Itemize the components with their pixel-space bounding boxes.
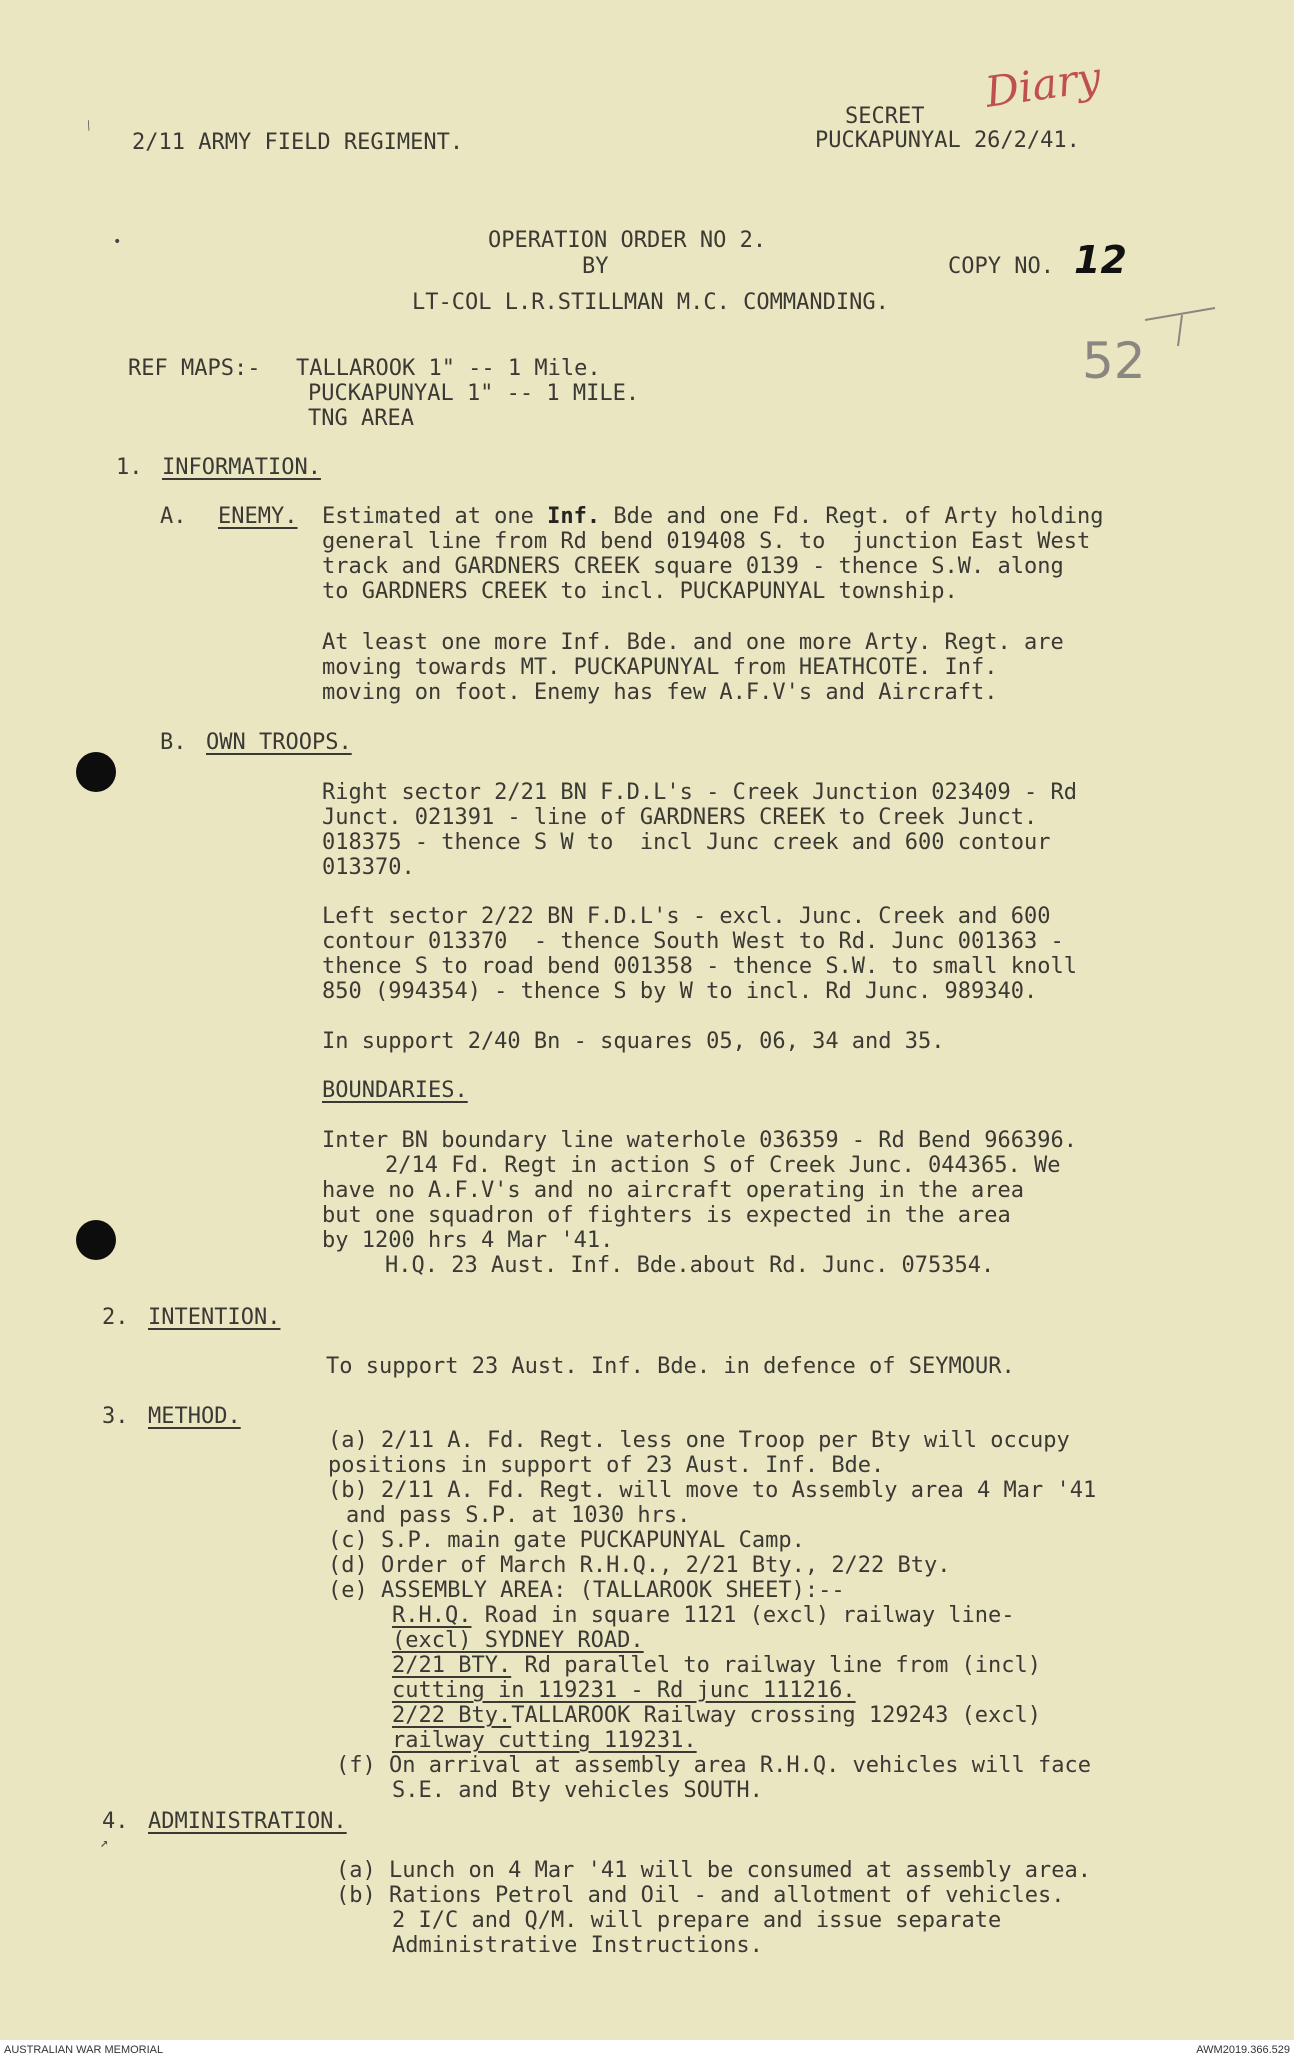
order-by: BY [582,254,609,279]
method-f-line-2: S.E. and Bty vehicles SOUTH. [392,1778,763,1803]
left-sector-line-3: thence S to road bend 001358 - thence S.W. to small knoll [322,954,1077,979]
method-a-line-1: (a) 2/11 A. Fd. Regt. less one Troop per Bty will occupy [328,1428,1070,1453]
section-2-title: INTENTION. [148,1305,281,1330]
pencil-folio-number: 52 [1082,332,1146,390]
right-sector-line-3: 018375 - thence S W to incl Junc creek and 600 contour [322,830,1051,855]
margin-dot-mark: • [113,234,122,250]
place-date: PUCKAPUNYAL 26/2/41. [815,128,1080,153]
method-b-line-2: and pass S.P. at 1030 hrs. [346,1503,691,1528]
classification: SECRET [845,104,925,129]
enemy-para2-line-2: moving towards MT. PUCKAPUNYAL from HEATHCOTE. Inf. [322,655,998,680]
rhq-assembly-line-1: R.H.Q. Road in square 1121 (excl) railway line- [392,1603,1015,1628]
left-sector-line-1: Left sector 2/22 BN F.D.L's - excl. Junc. Creek and 600 [322,904,1051,929]
method-d-line: (d) Order of March R.H.Q., 2/21 Bty., 2/22 Bty. [328,1553,951,1578]
pencil-mark [1140,300,1220,350]
punch-hole-top [76,752,116,792]
method-a-line-2: positions in support of 23 Aust. Inf. Bde. [328,1453,885,1478]
section-3-title: METHOD. [148,1404,241,1429]
enemy-line-3: track and GARDNERS CREEK square 0139 - thence S.W. along [322,554,1064,579]
section-1-title: INFORMATION. [162,455,321,480]
support-line: In support 2/40 Bn - squares 05, 06, 34 and 35. [322,1029,945,1054]
subsection-b-label: B. [160,730,187,755]
right-sector-line-4: 013370. [322,855,415,880]
intention-text: To support 23 Aust. Inf. Bde. in defence of SEYMOUR. [326,1354,1015,1379]
punch-hole-bottom [76,1220,116,1260]
boundaries-line-6: H.Q. 23 Aust. Inf. Bde.about Rd. Junc. 075354. [385,1253,995,1278]
left-sector-line-2: contour 013370 - thence South West to Rd. Junc 001363 - [322,929,1064,954]
left-sector-line-4: 850 (994354) - thence S by W to incl. Rd Junc. 989340. [322,979,1038,1004]
admin-b-line-3: Administrative Instructions. [392,1933,763,1958]
copy-number: 12 [1074,238,1127,282]
margin-arrow-mark: ↗ [100,1835,109,1851]
subsection-a-label: A. [160,504,187,529]
section-2-number: 2. [102,1305,129,1330]
rhq-assembly-line-2: (excl) SYDNEY ROAD. [392,1628,644,1653]
method-b-line-1: (b) 2/11 A. Fd. Regt. will move to Assembly area 4 Mar '41 [328,1478,1097,1503]
bty21-assembly-line-1: 2/21 BTY. Rd parallel to railway line from (incl) [392,1653,1042,1678]
admin-b-line-2: 2 I/C and Q/M. will prepare and issue separate [392,1908,1002,1933]
right-sector-line-1: Right sector 2/21 BN F.D.L's - Creek Junction 023409 - Rd [322,780,1077,805]
section-4-number: 4. [102,1809,129,1834]
method-f-line-1: (f) On arrival at assembly area R.H.Q. vehicles will face [336,1753,1091,1778]
enemy-line-4: to GARDNERS CREEK to incl. PUCKAPUNYAL township. [322,579,958,604]
ref-map-line-1: TALLAROOK 1" -- 1 Mile. [296,356,601,381]
enemy-heading: ENEMY. [218,504,298,529]
boundaries-line-3: have no A.F.V's and no aircraft operating in the area [322,1178,1024,1203]
boundaries-line-4: but one squadron of fighters is expected in the area [322,1203,1011,1228]
bty22-assembly-line-1: 2/22 Bty.TALLAROOK Railway crossing 129243 (excl) [392,1703,1042,1728]
admin-a-line: (a) Lunch on 4 Mar '41 will be consumed at assembly area. [336,1858,1091,1883]
boundaries-line-2: 2/14 Fd. Regt in action S of Creek Junc. 044365. We [385,1153,1061,1178]
enemy-line-2: general line from Rd bend 019408 S. to junction East West [322,529,1091,554]
method-c-line: (c) S.P. main gate PUCKAPUNYAL Camp. [328,1528,805,1553]
footer-archive-name: AUSTRALIAN WAR MEMORIAL [4,2044,164,2056]
ref-maps-label: REF MAPS:- [128,356,261,381]
admin-b-line-1: (b) Rations Petrol and Oil - and allotment of vehicles. [336,1883,1065,1908]
enemy-line-1: Estimated at one Inf. Bde and one Fd. Regt. of Arty holding [322,504,1104,529]
unit-name: 2/11 ARMY FIELD REGIMENT. [132,130,464,155]
margin-tick-mark: ⁄ [81,117,97,136]
ref-map-line-2: PUCKAPUNYAL 1" -- 1 MILE. [308,381,640,406]
diary-annotation: Diary [982,52,1104,117]
method-e-line: (e) ASSEMBLY AREA: (TALLAROOK SHEET):-- [328,1578,845,1603]
boundaries-line-1: Inter BN boundary line waterhole 036359 - Rd Bend 966396. [322,1128,1077,1153]
order-title: OPERATION ORDER NO 2. [488,228,767,253]
section-3-number: 3. [102,1404,129,1429]
own-troops-heading: OWN TROOPS. [206,730,352,755]
enemy-para2-line-3: moving on foot. Enemy has few A.F.V's and Aircraft. [322,680,998,705]
ref-map-line-3: TNG AREA [308,406,414,431]
copy-label: COPY NO. [948,254,1054,279]
footer-catalogue-id: AWM2019.366.529 [1196,2044,1290,2056]
enemy-para2-line-1: At least one more Inf. Bde. and one more Arty. Regt. are [322,630,1064,655]
section-4-title: ADMINISTRATION. [148,1809,347,1834]
right-sector-line-2: Junct. 021391 - line of GARDNERS CREEK to Creek Junct. [322,805,1038,830]
boundaries-heading: BOUNDARIES. [322,1078,468,1103]
section-1-number: 1. [116,455,143,480]
bty21-assembly-line-2: cutting in 119231 - Rd junc 111216. [392,1678,856,1703]
order-commander: LT-COL L.R.STILLMAN M.C. COMMANDING. [412,290,889,315]
boundaries-line-5: by 1200 hrs 4 Mar '41. [322,1228,614,1253]
bty22-assembly-line-2: railway cutting 119231. [392,1728,697,1753]
